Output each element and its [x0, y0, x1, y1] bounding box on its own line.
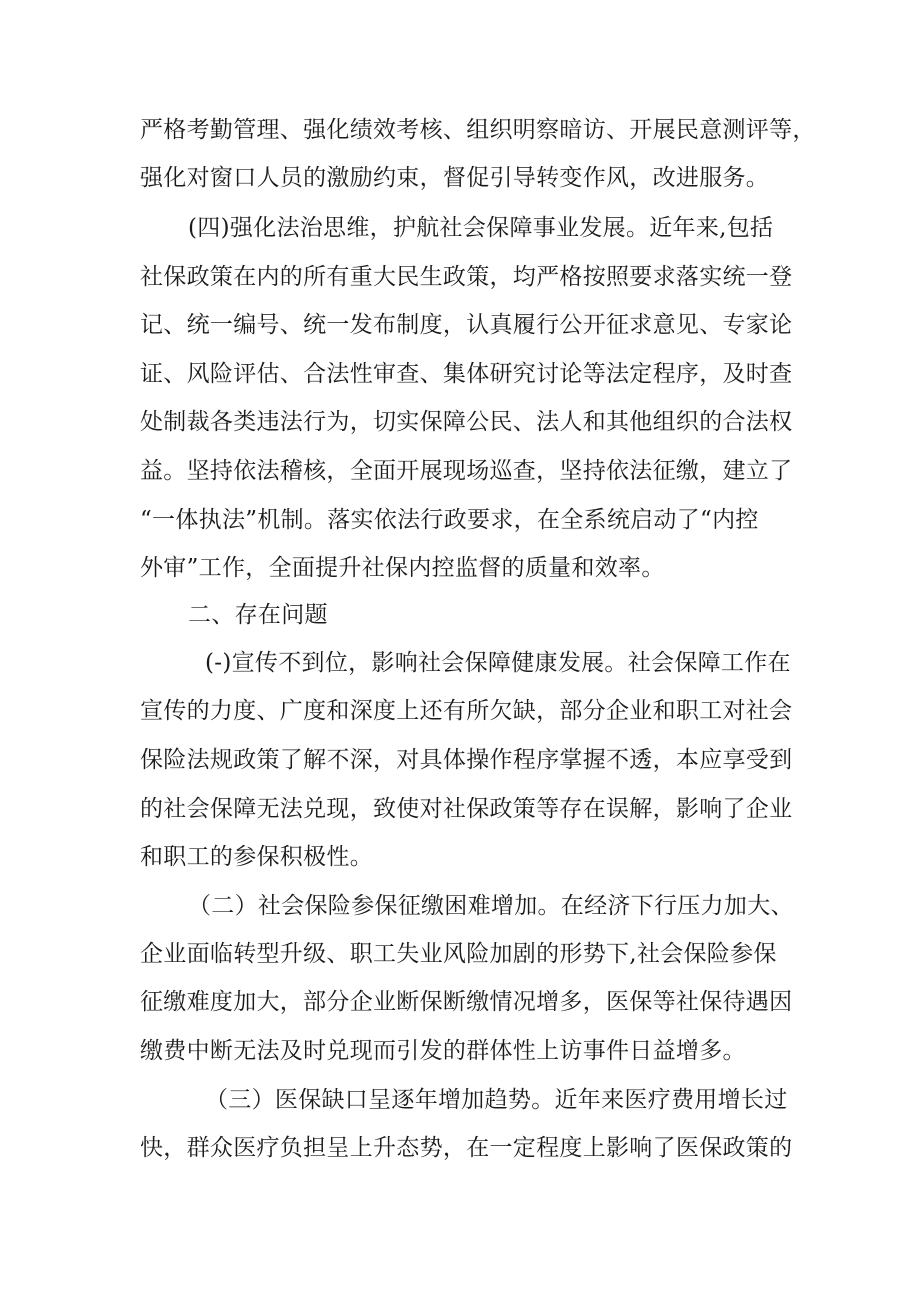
text-line: 证、风险评估、合法性审查、集体研究讨论等法定程序，及时查: [140, 361, 793, 387]
text-line: 快，群众医疗负担呈上升态势，在一定程度上影响了医保政策的: [140, 1135, 793, 1161]
text-line: 处制裁各类违法行为，切实保障公民、法人和其他组织的合法权: [140, 409, 793, 435]
text-line: 和职工的参保积极性。: [140, 844, 373, 870]
text-line: “一体执法”机制。落实依法行政要求，在全系统启动了“内控: [140, 507, 759, 533]
text-line: 保险法规政策了解不深，对具体操作程序掌握不透，本应享受到: [140, 747, 793, 773]
text-line: 强化对窗口人员的激励约束，督促引导转变作风，改进服务。: [140, 165, 770, 191]
text-line: 益。坚持依法稽核，全面开展现场巡查，坚持依法征缴，建立了: [140, 458, 793, 484]
text-line: 企业面临转型升级、职工失业风险加剧的形势下,社会保险参保: [140, 941, 777, 967]
subsection-heading-3: （三）医保缺口呈逐年增加趋势。近年来医疗费用增长过: [205, 1087, 788, 1113]
text-line: 社保政策在内的所有重大民生政策，均严格按照要求落实统一登: [140, 264, 793, 290]
text-line: 记、统一编号、统一发布制度，认真履行公开征求意见、专家论: [140, 312, 793, 338]
text-line: 缴费中断无法及时兑现而引发的群体性上访事件日益增多。: [140, 1038, 746, 1064]
text-line: 外审”工作，全面提升社保内控监督的质量和效率。: [140, 555, 665, 581]
section-heading-4: (四)强化法治思维，护航社会保障事业发展。近年来,包括: [188, 215, 774, 241]
text-line: 严格考勤管理、强化绩效考核、组织明察暗访、开展民意测评等，: [140, 117, 816, 143]
text-line: 征缴难度加大，部分企业断保断缴情况增多，医保等社保待遇因: [140, 989, 793, 1015]
text-line: 的社会保障无法兑现，致使对社保政策等存在误解，影响了企业: [140, 796, 793, 822]
subsection-heading-2: （二）社会保险参保征缴困难增加。在经济下行压力加大、: [188, 893, 794, 919]
section-title-problems: 二、存在问题: [188, 602, 328, 628]
subsection-heading-1: (-)宣传不到位，影响社会保障健康发展。社会保障工作在: [205, 650, 791, 676]
text-line: 宣传的力度、广度和深度上还有所欠缺，部分企业和职工对社会: [140, 698, 793, 724]
